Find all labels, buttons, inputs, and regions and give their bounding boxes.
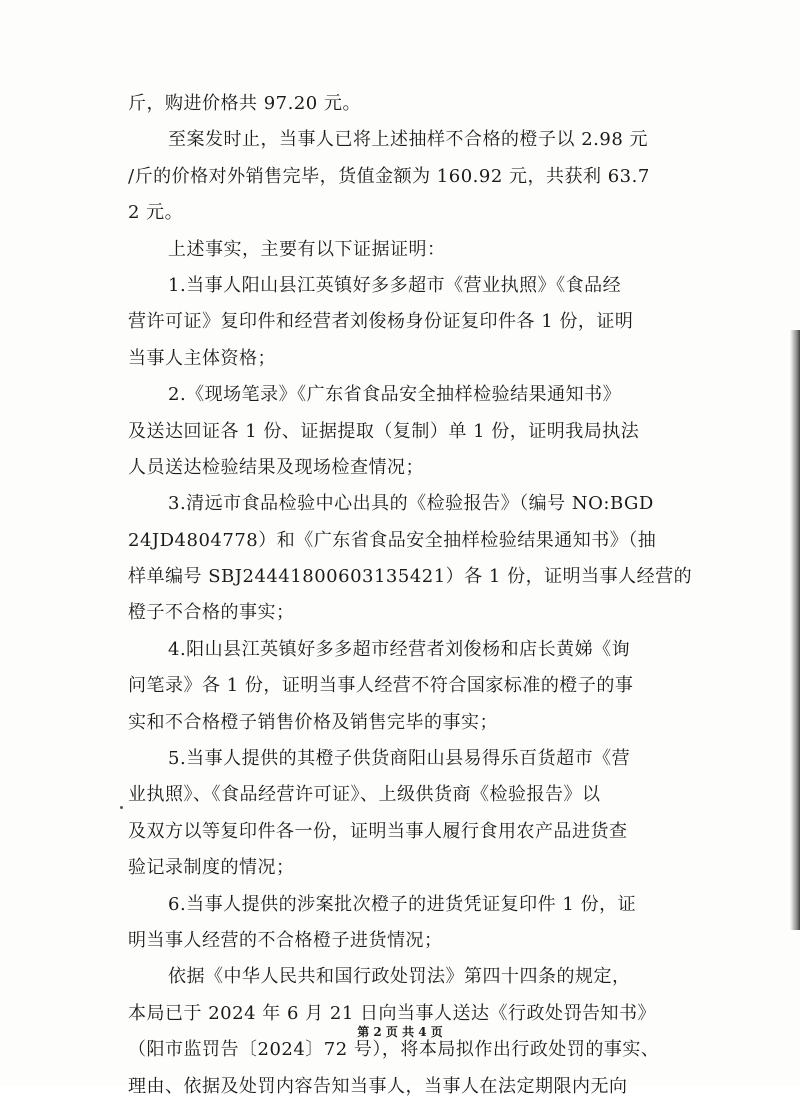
- text-line: 2.《现场笔录》《广东省食品安全抽样检验结果通知书》: [168, 384, 622, 406]
- document-body: [128, 86, 693, 1105]
- page-number-footer: 第 2 页 共 4 页: [357, 1025, 443, 1039]
- text-line: 3.清远市食品检验中心出具的《检验报告》（编号 NO:BGD: [168, 493, 654, 515]
- text-line: 6.当事人提供的涉案批次橙子的进货凭证复印件 1 份，证: [168, 893, 637, 915]
- text-line: 业执照》、《食品经营许可证》、上级供货商《检验报告》以: [128, 784, 601, 806]
- text-line: 人员送达检验结果及现场检查情况；: [128, 456, 424, 478]
- text-line: 5.当事人提供的其橙子供货商阳山县易得乐百货超市《营: [168, 748, 631, 770]
- text-line: 斤，购进价格共 97.20 元。: [128, 93, 361, 114]
- text-line: /斤的价格对外销售完毕，货值金额为 160.92 元，共获利 63.7: [128, 165, 650, 187]
- text-line: 实和不合格橙子销售价格及销售完毕的事实；: [128, 711, 498, 733]
- text-line: 本局已于 2024 年 6 月 21 日向当事人送达《行政处罚告知书》: [128, 1002, 656, 1024]
- text-line: 2 元。: [128, 202, 184, 224]
- scan-shadow-edge: [790, 330, 800, 930]
- text-line: 1.当事人阳山县江英镇好多多超市《营业执照》《食品经: [168, 274, 622, 296]
- text-line: （阳市监罚告〔2024〕72 号），将本局拟作出行政处罚的事实、: [128, 1039, 660, 1061]
- text-line: 橙子不合格的事实；: [128, 602, 295, 624]
- text-line: 及送达回证各 1 份、证据提取（复制）单 1 份，证明我局执法: [128, 420, 640, 442]
- text-line: 问笔录》各 1 份，证明当事人经营不符合国家标准的橙子的事: [128, 675, 634, 697]
- text-line: 至案发时止，当事人已将上述抽样不合格的橙子以 2.98 元: [168, 129, 649, 151]
- text-line: 营许可证》复印件和经营者刘俊杨身份证复印件各 1 份，证明: [128, 311, 634, 333]
- text-line: 24JD4804778）和《广东省食品安全抽样检验结果通知书》（抽: [128, 529, 657, 551]
- text-line: 理由、依据及处罚内容告知当事人，当事人在法定期限内无向: [128, 1075, 628, 1097]
- text-line: 及双方以等复印件各一份，证明当事人履行食用农产品进货查: [128, 820, 628, 842]
- scan-speck: [120, 806, 123, 809]
- text-line: 当事人主体资格；: [128, 347, 276, 369]
- text-line: 上述事实，主要有以下证据证明：: [168, 238, 446, 260]
- text-line: 4.阳山县江英镇好多多超市经营者刘俊杨和店长黄娣《询: [168, 638, 631, 660]
- text-line: 明当事人经营的不合格橙子进货情况；: [128, 929, 443, 951]
- text-line: 样单编号 SBJ24441800603135421）各 1 份，证明当事人经营的: [128, 566, 693, 588]
- text-line: 验记录制度的情况；: [128, 857, 295, 879]
- text-line: 依据《中华人民共和国行政处罚法》第四十四条的规定，: [168, 966, 631, 988]
